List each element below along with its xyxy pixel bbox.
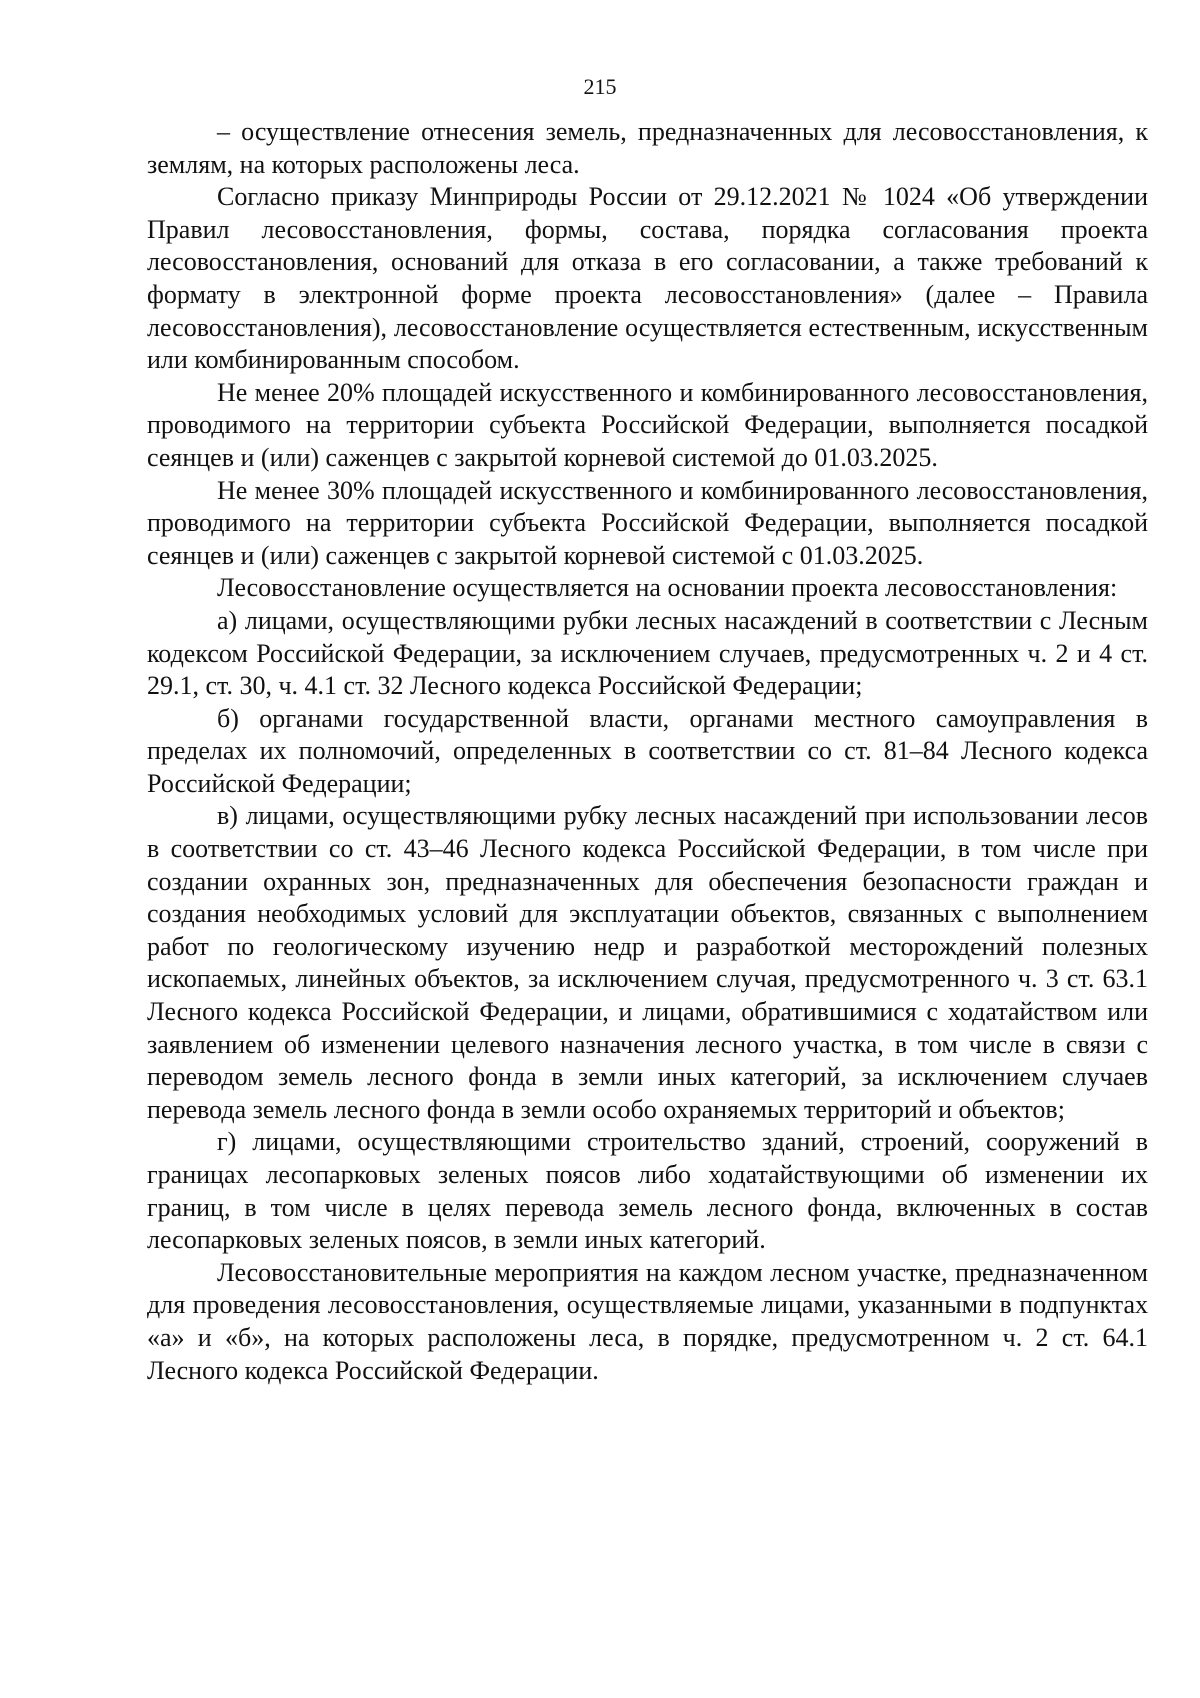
paragraph-reforestation-activities: Лесовосстановительные мероприятия на каждом лесном участке, предназначенном для проведения лесовосстановления, осуществляемые лицами, указанными в подпунктах «а» и «б», на которых расположены леса, в порядке, предусмотренном ч. 2 ст. 64.1 Лесного кодекса Российской Федерации.: [147, 1257, 1148, 1385]
list-item-v: в) лицами, осуществляющими рубку лесных насаждений при использовании лесов в соответствии со ст. 43–46 Лесного кодекса Российской Федерации, в том числе при создании охранных зон, предназначенных для обеспечения безопасности граждан и создания необходимых условий для эксплуатации объектов, связанных с выполнением работ по геологическому изучению недр и разработкой месторождений полезных ископаемых, линейных объектов, за исключением случая, предусмотренного ч. 3 ст. 63.1 Лесного кодекса Российской Федерации, и лицами, обратившимися с ходатайством или заявлением об изменении целевого назначения лесного участка, в том числе в связи с переводом земель лесного фонда в земли иных категорий, за исключением случаев перевода земель лесного фонда в земли особо охраняемых территорий и объектов;: [147, 801, 1148, 1124]
page-number: 215: [583, 74, 617, 99]
document-body: [147, 116, 1148, 1387]
list-item-b: б) органами государственной власти, органами местного самоуправления в пределах их полномочий, определенных в соответствии со ст. 81–84 Лесного кодекса Российской Федерации;: [147, 703, 1148, 798]
paragraph-30-percent: Не менее 30% площадей искусственного и комбинированного лесовосстановления, проводимого на территории субъекта Российской Федерации, выполняется посадкой сеянцев и (или) саженцев с закрытой корневой системой с 01.03.2025.: [147, 475, 1148, 570]
paragraph-land-assignment: – осуществление отнесения земель, предназначенных для лесовосстановления, к землям, на которых расположены леса.: [147, 117, 1148, 179]
list-item-g: г) лицами, осуществляющими строительство зданий, строений, сооружений в границах лесопарковых зеленых поясов либо ходатайствующими об изменении их границ, в том числе в целях перевода земель лесного фонда, включенных в состав лесопарковых зеленых поясов, в земли иных категорий.: [147, 1127, 1148, 1255]
list-item-a: а) лицами, осуществляющими рубки лесных насаждений в соответствии с Лесным кодексом Российской Федерации, за исключением случаев, предусмотренных ч. 2 и 4 ст. 29.1, ст. 30, ч. 4.1 ст. 32 Лесного кодекса Российской Федерации;: [147, 605, 1148, 701]
paragraph-20-percent: Не менее 20% площадей искусственного и комбинированного лесовосстановления, проводимого на территории субъекта Российской Федерации, выполняется посадкой сеянцев и (или) саженцев с закрытой корневой системой до 01.03.2025.: [147, 377, 1148, 472]
paragraph-order-reference: Согласно приказу Минприроды России от 29.12.2021 № 1024 «Об утверждении Правил лесовосстановления, формы, состава, порядка согласования проекта лесовосстановления, оснований для отказа в его согласовании, а также требований к формату в электронной форме проекта лесовосстановления» (далее – Правила лесовосстановления), лесовосстановление осуществляется естественным, искусственным или комбинированным способом.: [147, 182, 1148, 375]
paragraph-project-basis: Лесовосстановление осуществляется на основании проекта лесовосстановления:: [217, 573, 1118, 603]
